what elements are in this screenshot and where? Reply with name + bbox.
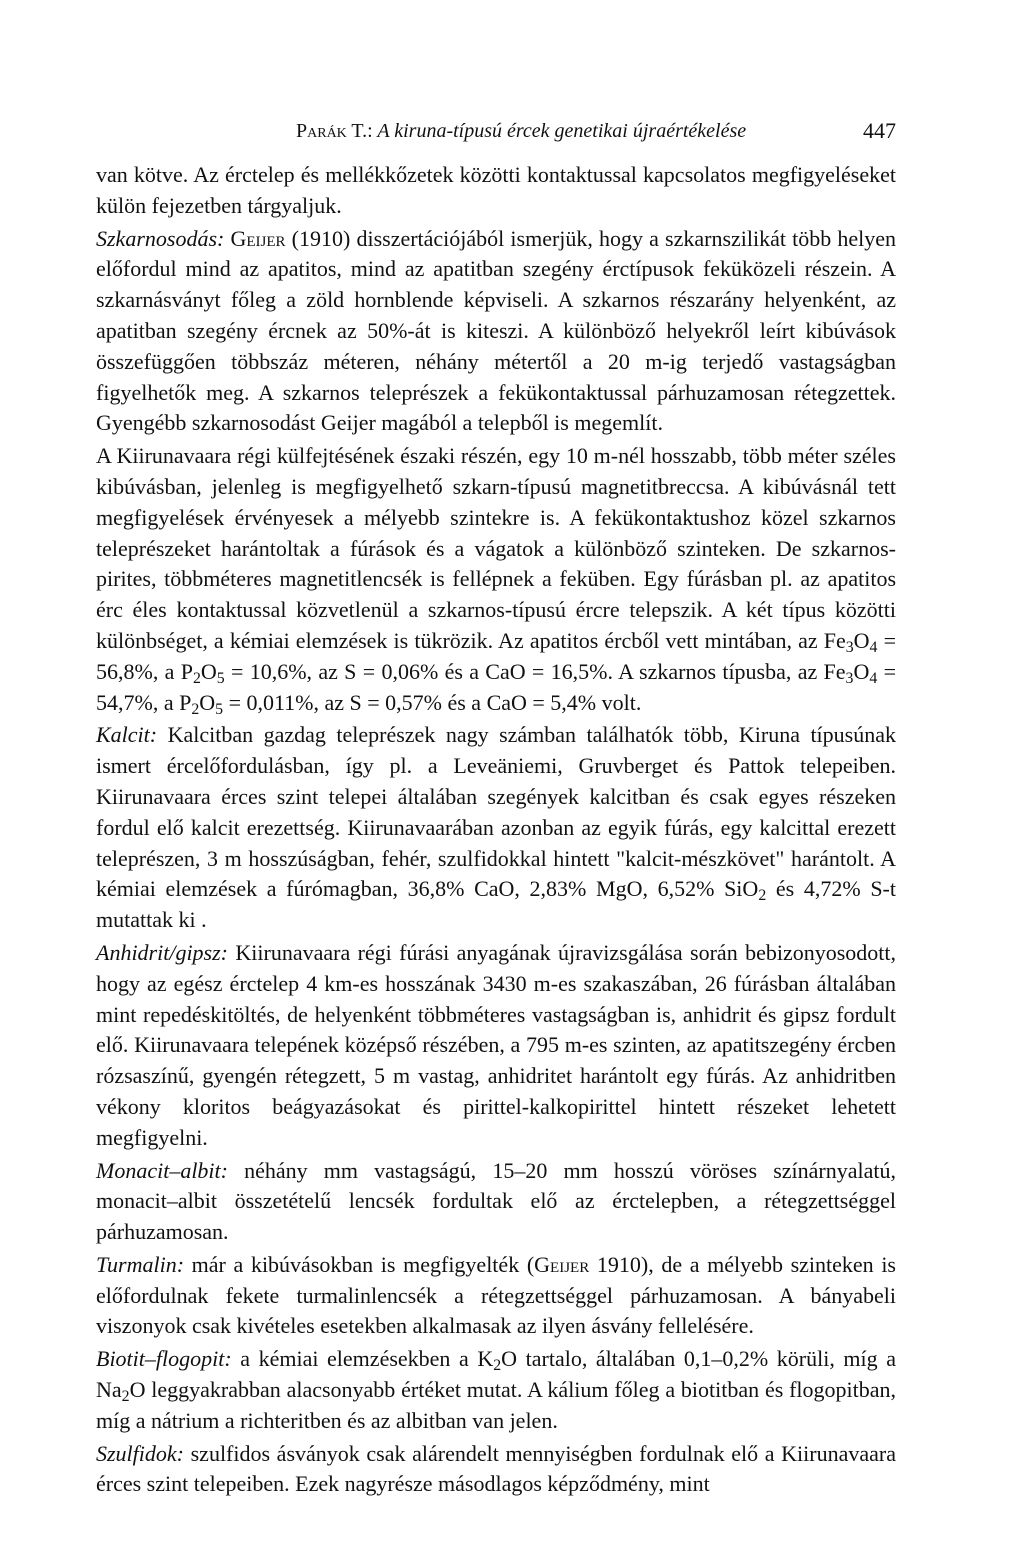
subscript: 2 — [493, 1357, 502, 1375]
paragraph-lead-term: Szkarnosodás: — [96, 225, 225, 251]
text-run: a kémiai elemzésekben a K — [231, 1346, 494, 1372]
paragraph — [96, 1344, 896, 1436]
subscript: 2 — [121, 1388, 130, 1406]
paragraph — [96, 938, 896, 1154]
subscript: 2 — [758, 887, 767, 905]
text-run: szulfidos ásványok csak alárendelt mennyiségben fordulnak elő a Kiirunavaara érces szint telepeiben. Ezek nagyrésze másodlagos képződmény, mint — [96, 1440, 896, 1497]
text-run: O — [200, 658, 217, 684]
text-run: 1910), de a mélyebb szinteken is előfordulnak fekete turmalinlencsék a rétegzettséggel párhuzamosan. A bányabeli viszonyok csak kivételes esetekben alkalmasak az ilyen ásvány fellelésére. — [96, 1251, 896, 1339]
text-run: O leggyakrabban alacsonyabb értéket mutat. A kálium főleg a biotitban és flogopitban, míg a nátrium a richteritben és az albitban van jelen. — [96, 1377, 896, 1433]
text-run: Kalcitban gazdag teleprészek nagy számban találhatók több, Kiruna típusúnak ismert ércelőfordulásban, így pl. a Leveäniemi, Gruvberget és Pattok telepeiben. Kiirunavaara érces szint telepei általában szegények kalcitban és csak egyes részeken fordul elő kalcit erezettség. Kiirunavaarában azonban az egyik fúrás, egy kalcittal erezett teleprészen, 3 m hosszúságban, fehér, szulfidokkal hintett "kalcit-mészkövet" harántolt. A kémiai elemzések a fúrómagban, 36,8% CaO, 2,83% MgO, 6,52% SiO — [96, 722, 896, 902]
author-name: Geijer — [230, 225, 286, 251]
paragraph-lead-term: Szulfidok: — [96, 1440, 184, 1466]
paragraph — [96, 720, 896, 936]
text-run: (1910) disszertációjából ismerjük, hogy a szkarnszilikát több helyen előfordul mind az apatitos, mind az apatitban szegény érctípusok feküközeli részein. A szkarnásványt főleg a zöld hornblende képviseli. A szkarnos részarány helyenként, az apatitban szegény ércnek az 50%-át is kiteszi. A különböző helyekről leírt kibúvások összefüggően többszáz méteren, néhány métertől a 20 m-ig terjedő vastagságban figyelhetők meg. A szkarnos teleprészek a fekükontaktussal párhuzamosan rétegzettek. Gyengébb szkarnosodást Geijer magából a telepből is megemlít. — [96, 225, 897, 436]
body-text — [96, 160, 896, 1500]
subscript: 2 — [192, 669, 201, 687]
running-head-author: Parák T.: — [296, 120, 373, 142]
paragraph — [96, 1250, 896, 1342]
paragraph-lead-term: Kalcit: — [96, 722, 158, 748]
paragraph — [96, 1439, 896, 1501]
author-name: Geijer — [534, 1251, 590, 1277]
paragraph-lead-term: Anhidrit/gipsz: — [96, 939, 229, 965]
paragraph — [96, 441, 896, 718]
text-run: néhány mm vastagságú, 15–20 mm hosszú vöröses színárnyalatú, monacit–albit összetételű lencsék fordultak elő az érctelepben, a rétegzettséggel párhuzamosan. — [96, 1157, 896, 1245]
page-number: 447 — [863, 118, 896, 143]
text-run: = 0,011%, az S = 0,57% és a CaO = 5,4% volt. — [223, 689, 642, 715]
text-run: O — [853, 627, 870, 653]
text-run: = 54,7%, a P — [96, 658, 896, 715]
subscript: 4 — [869, 638, 878, 656]
paragraph — [96, 160, 896, 222]
text-run: = 56,8%, a P — [96, 627, 896, 684]
text-run: van kötve. Az érctelep és mellékkőzetek közötti kontaktussal kapcsolatos megfigyeléseket külön fejezetben tárgyaljuk. — [96, 162, 896, 218]
text-run: Kiirunavaara régi fúrási anyagának újravizsgálása során bebizonyosodott, hogy az egész érctelep 4 km-es hosszának 3430 m-es szakaszában, 26 fúrásban általában mint repedéskitöltés, de helyenként többméteres vastagságban is, anhidrit és gipsz fordult elő. Kiirunavaara telepének középső részében, a 795 m-es szinten, az apatitszegény ércben rózsaszínű, gyengén rétegzett, 5 m vastag, anhidritet harántolt egy fúrás. Az anhidritben vékony kloritos beágyazásokat és pirittel-kalkopirittel hintett részeket lehetett megfigyelni. — [96, 939, 896, 1150]
subscript: 5 — [215, 700, 224, 718]
page-header — [96, 114, 896, 150]
paragraph-lead-term: Turmalin: — [96, 1251, 185, 1277]
text-run: O — [853, 658, 870, 684]
subscript: 2 — [191, 700, 200, 718]
paragraph — [96, 224, 896, 440]
running-head — [296, 120, 746, 143]
subscript: 3 — [845, 669, 854, 687]
paragraph — [96, 1156, 896, 1248]
text-run: és 4,72% S-t mutattak ki . — [96, 876, 896, 933]
text-run: O — [199, 689, 216, 715]
subscript: 5 — [216, 669, 225, 687]
subscript: 3 — [845, 638, 854, 656]
text-run: = 10,6%, az S = 0,06% és a CaO = 16,5%. A szkarnos típusba, az Fe — [224, 658, 846, 684]
text-run: A Kiirunavaara régi külfejtésének északi részén, egy 10 m-nél hosszabb, több méter széles kibúvásban, jelenleg is megfigyelhető szkarn-típusú magnetitbreccsa. A kibúvásnál tett megfigyelések érvényesek a mélyebb szintekre is. A fekükontaktushoz közel szkarnos teleprészeket harántoltak a fúrások és a vágatok a különböző szinteken. De szkarnos-pirites, többméteres magnetitlencsék is fellépnek a feküben. Egy fúrásban pl. az apatitos érc éles kontaktussal közvetlenül a szkarnos-típusú ércre telepszik. A két típus közötti különbséget, a kémiai elemzések is tükrözik. Az apatitos ércből vett mintában, az Fe — [96, 443, 896, 653]
running-head-title: A kiruna-típusú ércek genetikai újraértékelése — [377, 120, 747, 142]
text-run: már a kibúvásokban is megfigyelték ( — [184, 1251, 535, 1277]
paragraph-lead-term: Monacit–albit: — [96, 1157, 228, 1183]
paragraph-lead-term: Biotit–flogopit: — [96, 1346, 232, 1372]
subscript: 4 — [869, 669, 878, 687]
text-run: O tartalo, általában 0,1–0,2% körüli, míg a Na — [96, 1346, 896, 1403]
